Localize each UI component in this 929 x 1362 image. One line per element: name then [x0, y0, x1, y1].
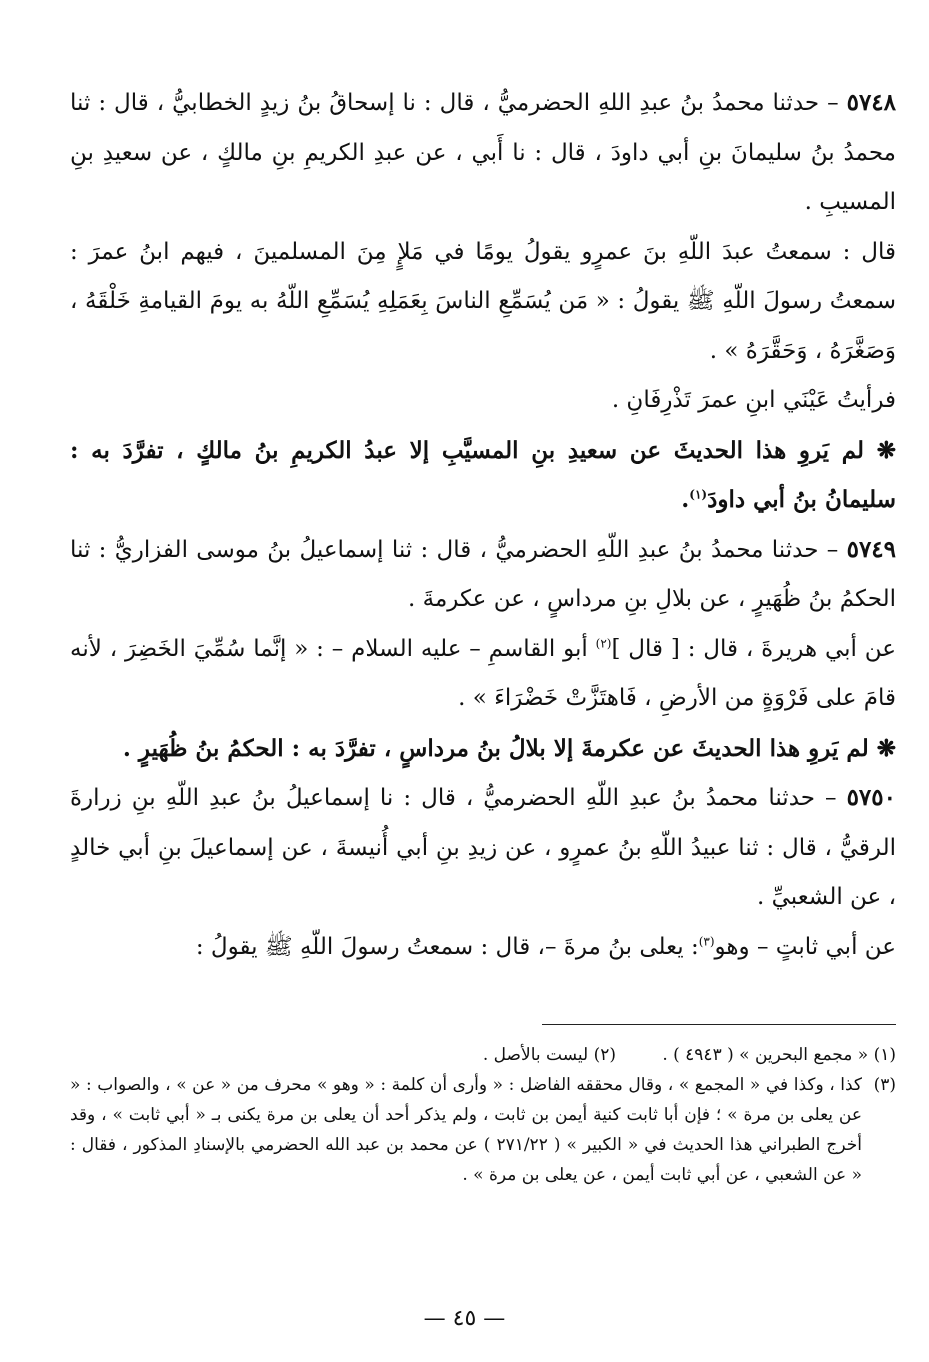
footnote-label: (٣)	[873, 1075, 896, 1095]
footnote-1	[616, 1040, 896, 1070]
matn-text-a: عن أبي هريرةَ ، قال : [ قال ]	[611, 635, 896, 662]
footnote-label: (١)	[873, 1045, 896, 1065]
comment-text: لم يَروِ هذا الحديثَ عن عكرمةَ إلا بلالُ بنُ مرداسٍ ، تفرَّدَ به : الحكمُ بنُ ظُهَيرٍ .	[122, 734, 869, 762]
matn-text-b: أبو القاسمِ – عليه السلام – : « إنَّما سُمِّيَ الخَضِرَ ، لأنه قامَ على فَرْوَةٍ من الأرضِ ، فَاهتَزَّتْ خَضْرَاءَ » .	[70, 635, 896, 711]
matn-text-b: : يعلى بنُ مرةَ –، قال : سمعتُ رسولَ اللّهِ ﷺ يقولُ :	[195, 933, 699, 960]
hadith-number: ٥٧٤٨	[846, 89, 897, 116]
footnote-label: (٢)	[593, 1045, 616, 1065]
star-icon: ❋	[876, 734, 896, 762]
hadith-5748-comment	[70, 426, 896, 525]
hadith-5750-chain	[70, 773, 896, 923]
footnote-ref: (١)	[689, 487, 708, 502]
isnad-text: – حدثنا محمدُ بنُ عبدِ اللّهِ الحضرميُّ ، قال : ثنا إسماعيلُ بنُ موسى الفزاريُّ : ثنا الحكمُ بنُ ظُهَيرٍ ، عن بلالِ بنِ مرداسٍ ، عن عكرمةَ .	[70, 536, 896, 612]
footnote-ref: (٣)	[698, 933, 715, 948]
isnad-text: – حدثنا محمدُ بنُ عبدِ اللّهِ الحضرميُّ ، قال : نا إسماعيلُ بنُ عبدِ اللّهِ بنِ زرارةَ الرقيُّ ، قال : ثنا عبيدُ اللّهِ بنُ عمرٍو ، عن زيدِ بنِ أبي أُنيسةَ ، عن إسماعيلَ بنِ أبي خالدٍ ، عن الشعبيِّ .	[70, 785, 896, 910]
hadith-5748-text2: فرأيتُ عَيْنَي ابنِ عمرَ تَذْرِفَانِ .	[611, 387, 896, 413]
footnote-3	[70, 1070, 896, 1190]
hadith-number: ٥٧٥٠	[846, 784, 896, 811]
matn-text-a: عن أبي ثابتٍ – وهو	[714, 933, 896, 960]
footnote-text: ليست بالأصل .	[482, 1045, 589, 1065]
footnote-ref: (٢)	[595, 635, 612, 650]
hadith-5750-text	[70, 923, 896, 973]
hadith-5749-chain	[70, 525, 896, 625]
footnote-text: « مجمع البحرين » ( ٤٩٤٣ ) .	[662, 1045, 869, 1065]
hadith-5748-chain	[70, 78, 896, 228]
isnad-text: – حدثنا محمدُ بنُ عبدِ اللهِ الحضرميُّ ، قال : نا إسحاقُ بنُ زيدٍ الخطابيُّ ، قال : ثنا محمدُ بنُ سليمانَ بنِ أبي داودَ ، قال : نا أَبي ، عن عبدِ الكريمِ بنِ مالكٍ ، عن سعيدِ بنِ المسيبِ .	[70, 90, 896, 215]
footnote-2	[483, 1040, 616, 1070]
comment-text: لم يَروِ هذا الحديثَ عن سعيدِ بنِ المسيَّبِ إلا عبدُ الكريمِ بنُ مالكٍ ، تفرَّدَ به : سليمانُ بنُ أبي داودَ	[70, 436, 896, 513]
hadith-5749-text	[70, 625, 896, 724]
hadith-number: ٥٧٤٩	[846, 535, 897, 563]
page-number: — ٤٥ —	[423, 1306, 506, 1331]
star-icon: ❋	[876, 436, 896, 464]
footnote-1-2	[70, 1040, 896, 1070]
page-body	[70, 78, 896, 972]
hadith-5748-text: قال : سمعتُ عبدَ اللّهِ بنَ عمرٍو يقولُ يومًا في مَلإٍ مِنَ المسلمينَ ، فيهم ابنُ عمرَ : سمعتُ رسولَ اللّهِ ﷺ يقولُ : « مَن يُسَمِّعِ الناسَ بِعَمَلِهِ يُسَمِّعِ اللّهُ به يومَ القيامةِ خَلْقَهُ ، وَصَغَّرَهُ ، وَحَقَّرَهُ » .	[70, 238, 896, 364]
footnote-text: كذا ، وكذا في « المجمع » ، وقال محققه الفاضل : « وأرى أن كلمة : « وهو » محرف من « عن » ، والصواب : « عن يعلى بن مرة » ؛ فإن أبا ثابت كنية أيمن بن ثابت ، ولم يذكر أحد أن يعلى بن مرة يكنى بـ « أبي ثابت » ، وقد أخرج الطبراني هذا الحديث في « الكبير » ( ٢٧١/٢٢ ) عن محمد بن عبد الله الحضرمي بالإسنادِ المذكور ، فقال : « عن الشعبي ، عن أبي ثابت أيمن ، عن يعلى بن مرة » .	[70, 1075, 863, 1185]
footnotes	[70, 1040, 896, 1190]
footnote-divider	[542, 1024, 896, 1025]
hadith-5749-comment	[70, 724, 896, 774]
comment-end: .	[681, 486, 690, 513]
